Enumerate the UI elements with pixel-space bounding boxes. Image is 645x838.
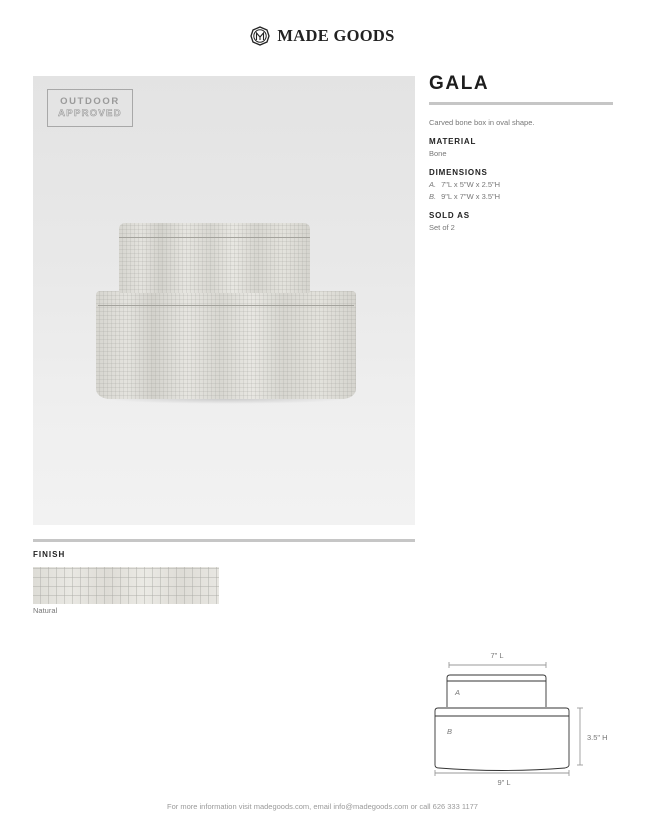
dimension-b-index: B. (429, 192, 437, 201)
box-a-outline (447, 675, 546, 707)
box-a-label: A (455, 688, 461, 697)
dimension-b (429, 192, 500, 201)
box-b-large (96, 291, 356, 399)
top-width-label: 7" L (490, 651, 504, 660)
brand-name: MADE GOODS (277, 26, 395, 45)
finish-swatch-natural (33, 567, 219, 604)
dimension-a-index: A. (429, 180, 437, 189)
product-title: GALA (429, 73, 490, 94)
dimension-a (429, 180, 500, 189)
product-description: Carved bone box in oval shape. (429, 118, 535, 127)
box-b-lid-seam (98, 305, 354, 306)
box-a-lid-seam (119, 237, 310, 238)
bottom-width-label: 9" L (497, 778, 511, 787)
brand-logo (0, 26, 645, 46)
footer-contact: For more information visit madegoods.com, email info@madegoods.com or call 626 333 1177 (167, 802, 478, 811)
box-a-small (119, 223, 310, 293)
material-heading: MATERIAL (429, 137, 477, 146)
product-photo (33, 76, 415, 525)
top-width-dimension-line (449, 662, 546, 668)
outdoor-approved-badge (47, 89, 133, 127)
sold-as-heading: SOLD AS (429, 211, 470, 220)
dimension-b-value: 9"L x 7"W x 3.5"H (441, 192, 501, 201)
finish-swatch-name: Natural (33, 606, 58, 615)
dimensions-heading: DIMENSIONS (429, 168, 488, 177)
box-b-label: B (447, 727, 453, 736)
height-dimension-line (577, 708, 583, 765)
badge-line-1: OUTDOOR (60, 96, 120, 107)
finish-heading: FINISH (33, 550, 66, 559)
photo-divider (33, 539, 415, 542)
box-b-outline (435, 708, 569, 771)
dimension-a-value: 7"L x 5"W x 2.5"H (441, 180, 501, 189)
title-divider (429, 102, 613, 105)
made-goods-monogram-icon (250, 26, 270, 46)
material-value: Bone (429, 149, 447, 158)
sold-as-value: Set of 2 (429, 223, 455, 232)
height-label: 3.5" H (587, 733, 608, 742)
dimension-diagram (425, 645, 620, 790)
badge-line-2: APPROVED (58, 108, 122, 119)
